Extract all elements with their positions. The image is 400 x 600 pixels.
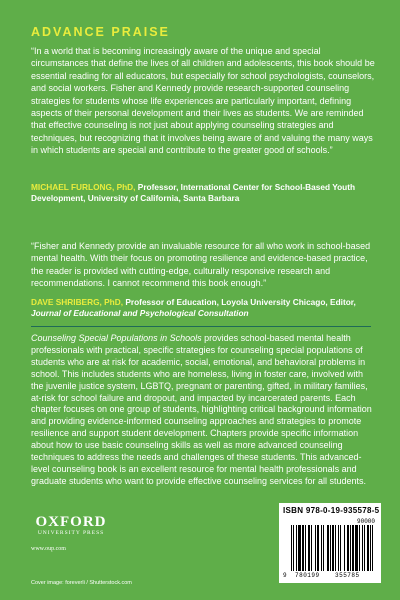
barcode-bar xyxy=(330,525,331,571)
barcode-bar xyxy=(344,525,345,571)
endorser-name-2: DAVE SHRIBERG, PhD, xyxy=(31,297,124,307)
barcode-bar xyxy=(308,525,310,571)
barcode-bars xyxy=(283,525,377,573)
endorser-journal-2: Journal of Educational and Psychological Consultation xyxy=(31,308,249,319)
publisher-logo-sub: UNIVERSITY PRESS xyxy=(37,530,105,536)
endorser-affiliation-1: Professor, International Center for School-Based Youth Development, University of California, Santa Barbara xyxy=(31,182,356,204)
barcode-bar xyxy=(315,525,316,571)
barcode-bar xyxy=(305,525,306,571)
barcode-bar xyxy=(296,525,297,571)
barcode-bar xyxy=(293,525,294,571)
section-divider xyxy=(31,326,371,327)
endorser-affiliation-2: Professor of Education, Loyola University Chicago, Editor, xyxy=(123,297,356,307)
barcode-bar xyxy=(370,525,371,571)
barcode-bar xyxy=(352,525,354,571)
barcode-bar xyxy=(291,525,292,571)
barcode-bar xyxy=(317,525,319,571)
barcode-bar xyxy=(335,525,336,571)
barcode-bar xyxy=(327,525,329,571)
praise-attribution-1 xyxy=(31,182,376,204)
barcode-bar xyxy=(362,525,363,571)
praise-quote-2: “Fisher and Kennedy provide an invaluable resource for all who work in school-based mental health. With their focus on promoting resilience and evidence-based practice, the reader is provided with cutting-edge, culturally responsive research and recommendations. I cannot recommend this book enough.” xyxy=(31,241,371,289)
book-title: Counseling Special Populations in Schools xyxy=(31,333,202,343)
barcode-bar xyxy=(321,525,322,571)
barcode-bar xyxy=(332,525,334,571)
barcode-digits-left: 780199 xyxy=(295,572,320,579)
description-body: provides school-based mental health professionals with practical, specific strategies for counseling special populations of students who are at risk for academic, social, emotional, and behavioral problems in school. This includes students who are homeless, living in foster care, involved with the juvenile justice system, LGBTQ, pregnant or parenting, gifted, in military families, at-risk for school failure and dropout, and impacted by incarcerated parents. Each chapter focuses on one group of students, highlighting critical background information and providing evidence-informed counseling approaches and strategies to promote resilience and support student development. Chapters provide specific information about how to use basic counseling skills as well as more advanced counseling techniques to address the needs and challenges of these students. This advanced-level counseling book is an excellent resource for mental health professionals and graduate students who want to provide effective counseling services for all students. xyxy=(31,333,372,486)
barcode-bar xyxy=(372,525,373,571)
barcode-digit-lead: 9 xyxy=(283,572,287,579)
barcode-bar xyxy=(340,525,341,571)
book-description xyxy=(31,333,373,488)
isbn-number: ISBN 978-0-19-935578-5 xyxy=(283,506,380,515)
barcode-bar xyxy=(350,525,351,571)
praise-attribution-2 xyxy=(31,297,376,319)
endorser-name-1: MICHAEL FURLONG, PhD, xyxy=(31,182,136,192)
publisher-logo xyxy=(31,514,111,537)
barcode-bar xyxy=(355,525,358,571)
price-code: 90000 xyxy=(357,518,376,525)
praise-quote-1: “In a world that is becoming increasingly aware of the unique and special circumstances that define the lives of all children and adolescents, this book should be essential reading for all educators, but especially for school psychologists, counselors, and social workers. Fisher and Kennedy provide research-supported counseling strategies for students whose life experiences are particularly important, defining aspects of their personal development and their lives as students. We are reminded that effective counseling is not just about applying counseling strategies and techniques, but recognizing that it involves being aware of and valuing the many ways in which students are special and contribute to the greater good of schools.” xyxy=(31,46,375,156)
barcode-bar xyxy=(359,525,360,571)
barcode-bar xyxy=(302,525,304,571)
barcode-digits-right: 355785 xyxy=(335,572,360,579)
barcode-panel xyxy=(279,503,381,583)
section-heading: ADVANCE PRAISE xyxy=(31,25,170,39)
barcode-bar xyxy=(323,525,324,571)
barcode-bar xyxy=(367,525,369,571)
cover-image-credit: Cover image: foreverli / Shutterstock.com xyxy=(31,580,132,586)
barcode-bar xyxy=(338,525,339,571)
barcode-bar xyxy=(364,525,365,571)
barcode-bar xyxy=(298,525,301,571)
publisher-website: www.oup.com xyxy=(31,546,66,552)
publisher-logo-main: OXFORD xyxy=(35,514,107,530)
barcode-bar xyxy=(347,525,349,571)
barcode-bar xyxy=(311,525,312,571)
